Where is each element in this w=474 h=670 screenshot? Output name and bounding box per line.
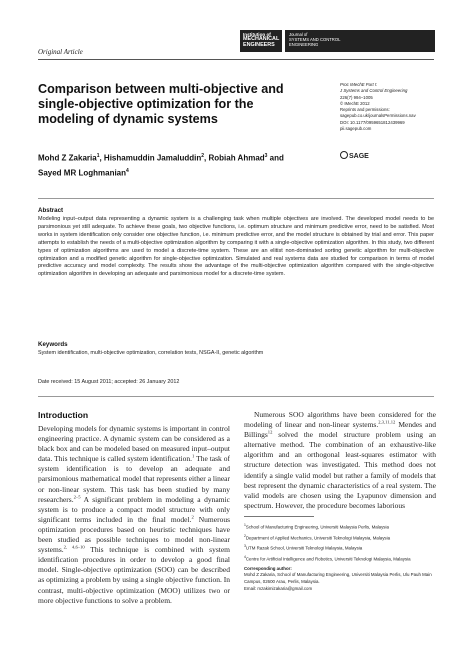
abstract-text: Modeling input–output data representing a dynamic system is a challenging task when multiple objectives are involved. The developed model needs to be parsimonious yet still adequate. To achieve these goals, two objective functions, i.e. optimum structure and minimum predictive error, need to be satisfied. Most works in system identification only consider one objective function, i.e. minimum predictive error, and the model structure is obtained by trial and error. This paper attempts to establish the needs of a multi-objective optimization algorithm by comparing it with a single-objective optimization algorithm. In this study, two different types of optimization algorithms are used to model a discrete-time system. These are an elitist non-dominated sorting genetic algorithm for multi-objective optimization and a modified genetic algorithm for single-objective optimization. Simulated and real systems data are studied for comparison in terms of model predictive accuracy and model complexity. The results show the advantage of the multi-objective optimization algorithm compared with the single-objective optimization algorithm in developing an adequate and parsimonious model for a discrete-time system.	[38, 216, 434, 278]
body-text: Developing models for dynamic systems is important in control engineering practice. A dynamic system can be considered as a black box and can be modeled based on measured input–output data. This technique is called system identification.	[38, 424, 230, 464]
author-list: Mohd Z Zakaria$^1$, Hishamuddin Jamaluddin$^2$, Robiah Ahmad$^3$ and Sayed MR Loghmanian$^4$	[38, 153, 284, 178]
citation-ref[interactable]: 2,3,11,12	[378, 419, 396, 425]
pubinfo-line: 226(7) 994–1005	[340, 94, 373, 100]
publisher-logo	[240, 30, 282, 52]
logo-line-1: Institution of	[243, 32, 271, 37]
author-name: Sayed MR Loghmanian	[38, 168, 127, 178]
citation-ref[interactable]: 12	[267, 429, 273, 435]
body-text: Numerous SOO algorithms have been considered for the modeling of linear and non-linear systems.	[244, 410, 436, 430]
sage-wordmark: SAGE	[349, 153, 369, 160]
footnote-text: UTM Razak School, Universiti Teknologi Malaysia, Malaysia	[245, 545, 363, 551]
pubinfo-line: Reprints and permissions:	[340, 107, 390, 113]
right-column-text	[244, 410, 436, 511]
body-text: Numerous optimization procedures based on heuristic techniques have been studied as possible techniques to model non-linear systems.	[38, 514, 231, 555]
affiliation-footnote	[244, 554, 436, 563]
pubinfo-line[interactable]: DOI: 10.1177/0959651812439969	[340, 119, 405, 125]
publication-info	[340, 82, 440, 132]
sage-circle-icon	[340, 151, 348, 159]
footnote-text: Centre for Artificial Intelligence and Robotics, Universiti Teknologi Malaysia, Malaysia	[245, 556, 411, 562]
footnote-text: Department of Applied Mechanics, Universiti Teknologi Malaysia, Malaysia	[245, 535, 391, 541]
footnote-number: 4	[244, 554, 246, 559]
abstract-heading: Abstract	[38, 207, 64, 214]
journal-line-2: SYSTEMS AND CONTROL	[289, 37, 341, 42]
pubinfo-line[interactable]: pii.sagepub.com	[340, 126, 372, 132]
citation-ref[interactable]: 2, 4,6–10	[63, 544, 85, 550]
affiliation-ref: 2	[201, 153, 205, 159]
author-name: Hishamuddin Jamaluddin	[103, 153, 202, 163]
left-column-text	[38, 424, 230, 606]
affiliation-ref: 4	[126, 167, 129, 174]
affiliation-footnote	[244, 543, 436, 552]
section-rule	[38, 396, 434, 397]
logo-line-2: MECHANICAL	[243, 36, 280, 43]
body-text: The task of system identification is to develop an adequate and parsimonious mathematical model that represents either a linear or non-linear system. This task has been studied by many researchers.	[38, 454, 230, 504]
citation-ref[interactable]: 1	[192, 453, 195, 459]
keywords-text: System identification, multi-objective optimization, correlation tests, NSGA-II, genetic algorithm	[38, 350, 264, 356]
author-name: Mohd Z Zakaria	[38, 153, 97, 163]
pubinfo-line: © IMechE 2012	[340, 100, 370, 106]
journal-mark	[285, 30, 435, 52]
footnote-rule	[244, 516, 314, 517]
affiliation-ref: 3	[264, 153, 268, 159]
citation-ref[interactable]: 2–5	[73, 494, 81, 500]
affiliation-footnote	[244, 522, 436, 531]
body-text: A significant problem in modeling a dynamic system is to produce a compact model structure with only significant terms included in the final model.	[38, 494, 230, 524]
introduction-heading: Introduction	[38, 410, 89, 420]
author-name: Robiah Ahmad	[208, 153, 265, 163]
article-type-label: Original Article	[38, 48, 83, 56]
sage-logo	[340, 151, 369, 160]
paper-title: Comparison between multi-objective and single-objective optimization for the modeling of dynamic systems	[38, 82, 284, 126]
logo-line-3: ENGINEERS	[243, 41, 275, 48]
journal-line-1: Journal of	[289, 32, 308, 37]
affiliation-ref: 1	[96, 153, 100, 159]
header-rule	[38, 59, 434, 60]
corresponding-author-email[interactable]: Email: mzakimizakaria@gmail.com	[244, 585, 313, 591]
body-text: This technique is combined with system identification procedures in order to develop a good final model. Single-objective optimization (SOO) can be described as optimizing a problem by using a single objective function. In contrast, multi-objective optimization (MOO) utilizes two or more objective functions to solve a problem.	[38, 545, 230, 605]
body-text: Mendes and Billings	[244, 420, 436, 440]
footnote-number: 2	[244, 533, 246, 538]
footnote-text: School of Manufacturing Engineering, Universiti Malaysia Perlis, Malaysia	[245, 524, 389, 530]
journal-line-3: ENGINEERING	[289, 42, 319, 47]
body-text: solved the model structure problem using an alternative method. The combination of an exhaustive-like algorithm and an orthogonal least-squares estimator with structure detection was investigated. This method does not identify a single valid model but rather a family of models that best represent the dynamic characteristics of a real system. The valid models are chosen using the Lyapunov dimension and spectrum. However, the procedure becomes laborious	[244, 430, 436, 510]
corresponding-author-heading: Corresponding author:	[244, 565, 292, 571]
footnotes	[244, 522, 436, 592]
footnote-number: 1	[244, 523, 246, 527]
corresponding-author-address: Mohd Z Zakaria, School of Manufacturing Engineering, Universiti Malaysia Perlis, Ulu Pauh Main Campus, 02600 Arau, Perlis, Malaysia.	[244, 572, 432, 584]
author-conjunction: and	[269, 153, 284, 163]
affiliation-footnote	[244, 533, 436, 542]
keywords-heading: Keywords	[38, 341, 68, 348]
pubinfo-line[interactable]: sagepub.co.uk/journalsPermissions.nav	[340, 113, 416, 119]
abstract-rule	[38, 198, 434, 199]
citation-ref[interactable]: 2	[191, 514, 194, 520]
dates-line: Date received: 15 August 2011; accepted: 26 January 2012	[38, 379, 180, 385]
pubinfo-line: J Systems and Control Engineering	[340, 88, 408, 94]
footnote-number: 3	[244, 544, 246, 549]
pubinfo-line: Proc IMechE Part I:	[340, 82, 378, 87]
